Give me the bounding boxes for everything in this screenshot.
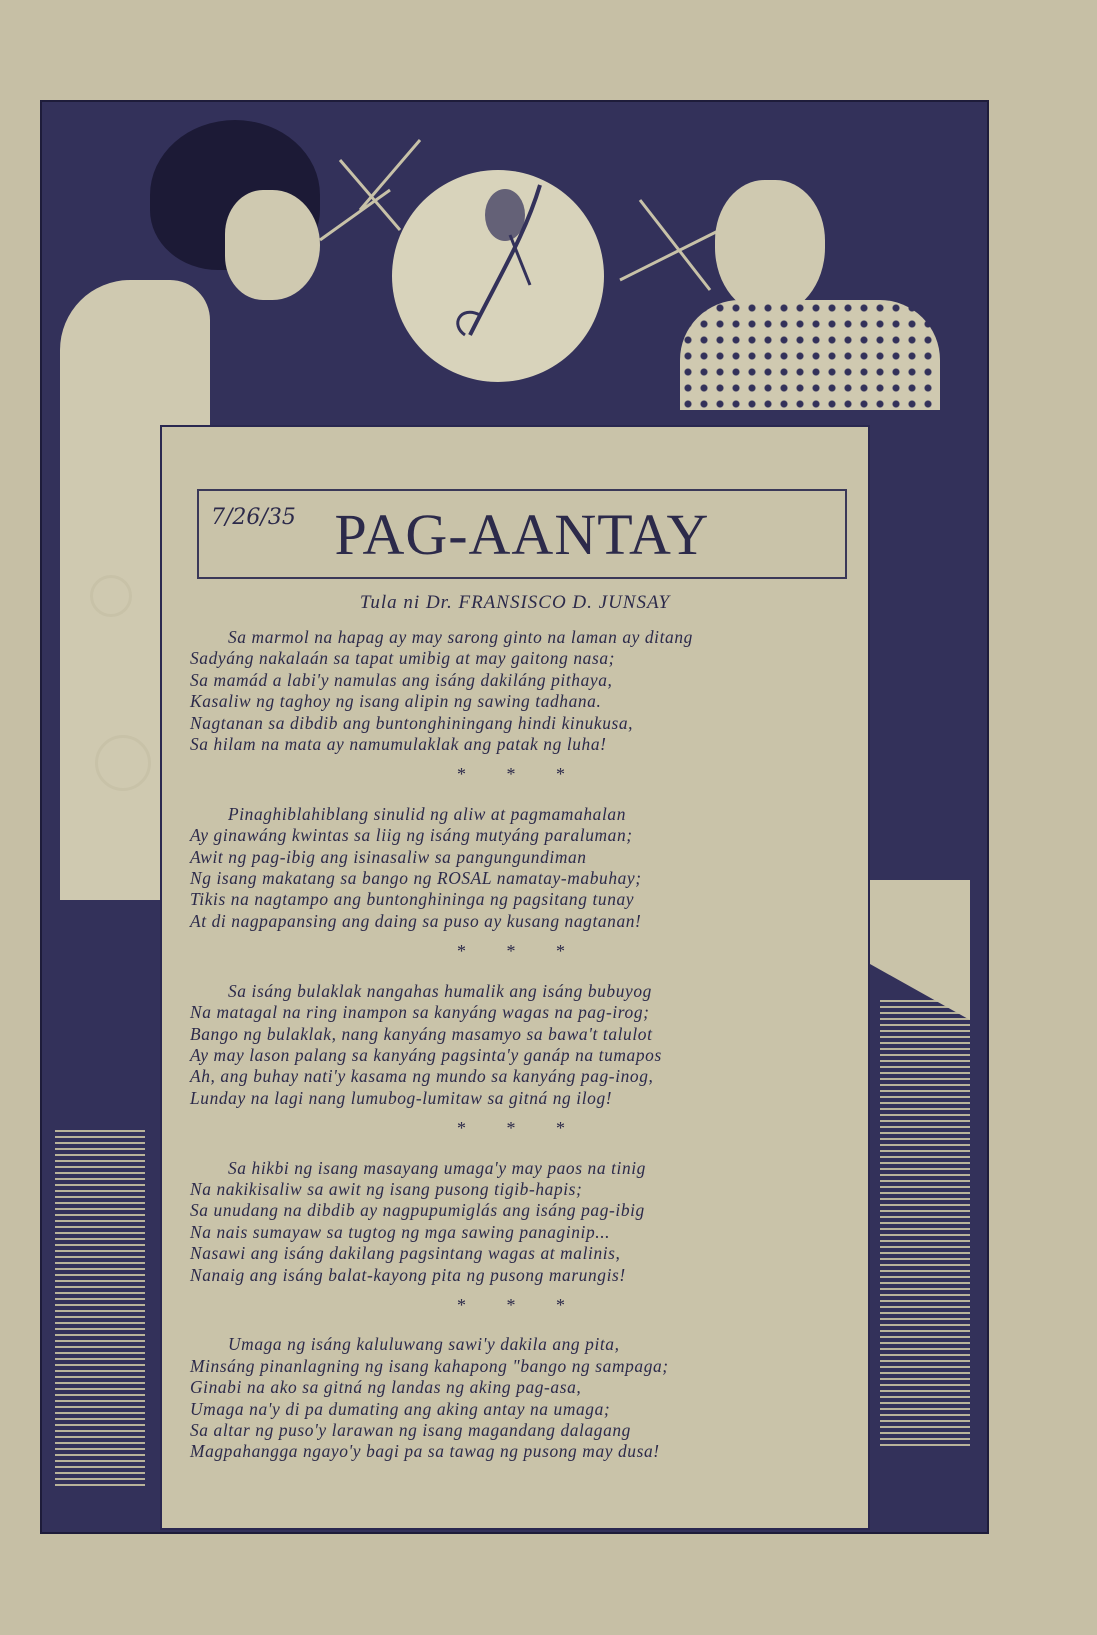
title-box: [197, 489, 847, 579]
stanza-separator: * * *: [457, 941, 583, 962]
poem-line: Pinaghiblahiblang sinulid ng aliw at pagmamahalan: [228, 803, 626, 824]
stanza-separator: * * *: [457, 764, 583, 785]
poem-line: Ginabi na ako sa gitná ng landas ng aking pag-asa,: [190, 1377, 582, 1398]
stanza-5: [190, 1334, 850, 1462]
poem-line: Lunday na lagi nang lumubog-lumitaw sa gitná ng ilog!: [190, 1087, 613, 1108]
poem-line: Nagtanan sa dibdib ang buntonghiningang hindi kinukusa,: [190, 712, 634, 733]
poem-line: Na matagal na ring inampon sa kanyáng wagas na pag-irog;: [190, 1002, 650, 1023]
page-title: PAG-AANTAY: [334, 502, 710, 567]
stanza-separator: * * *: [457, 1294, 583, 1315]
poem-line: Ng isang makatang sa bango ng ROSAL namatay-mabuhay;: [190, 868, 642, 889]
byline: Tula ni Dr. FRANSISCO D. JUNSAY: [359, 592, 671, 613]
poem-line: Sadyáng nakalaán sa tapat umibig at may gaitong nasa;: [190, 648, 615, 669]
poem-line: Nasawi ang isáng dakilang pagsintang wagas at malinis,: [190, 1243, 621, 1264]
poem-line: Sa altar ng puso'y larawan ng isang magandang dalagang: [190, 1420, 631, 1440]
poem-line: Na nakikisaliw sa awit ng isang pusong tigib-hapis;: [190, 1178, 583, 1199]
poem-line: Ay may lason palang sa kanyáng pagsinta'y ganáp na tumapos: [190, 1044, 662, 1065]
poem-line: Sa marmol na hapag ay may sarong ginto na laman ay ditang: [228, 627, 693, 647]
stanza-2: [190, 804, 850, 932]
poem-line: Nanaig ang isáng balat-kayong pita ng pusong marungis!: [190, 1264, 626, 1285]
stanza-1: [190, 627, 850, 755]
bamboo-branches-illustration: [300, 120, 740, 380]
poem-line: Ay ginawáng kwintas sa liig ng isáng mutyáng paraluman;: [190, 825, 633, 846]
poem-line: At di nagpapansing ang daing sa puso ay kusang nagtanan!: [190, 910, 642, 931]
woman-face-illustration: [225, 190, 320, 300]
stanza-3: [190, 981, 850, 1109]
stanza-4: [190, 1158, 850, 1286]
poem-line: Umaga ng isáng kaluluwang sawi'y dakila ang pita,: [228, 1334, 620, 1355]
stanza-separator: * * *: [457, 1118, 583, 1139]
poem-line: Bango ng bulaklak, nang kanyáng masamyo sa bawa't talulot: [190, 1023, 653, 1044]
poem-line: Minsáng pinanlagning ng isang kahapong "bango ng sampaga;: [190, 1355, 669, 1376]
man-shirt-illustration: [680, 300, 940, 410]
poem-line: Sa mamád a labi'y namulas ang isáng dakiláng pithaya,: [190, 669, 613, 690]
poem-line: Sa hikbi ng isang masayang umaga'y may paos na tinig: [228, 1157, 646, 1178]
poem-panel: [160, 425, 870, 1530]
poem-line: Sa isáng bulaklak nangahas humalik ang isáng bubuyog: [228, 980, 652, 1001]
flower-icon: [90, 575, 132, 617]
poem-line: Magpahangga ngayo'y bagi pa sa tawag ng pusong may dusa!: [190, 1441, 660, 1462]
poem-line: Sa hilam na mata ay namumulaklak ang patak ng luha!: [190, 734, 607, 755]
flower-icon: [95, 735, 151, 791]
poem-line: Umaga na'y di pa dumating ang aking antay na umaga;: [190, 1398, 611, 1419]
poem-line: Ah, ang buhay nati'y kasama ng mundo sa kanyáng pag-inog,: [190, 1066, 654, 1087]
poem-line: Kasaliw ng taghoy ng isang alipin ng sawing tadhana.: [190, 691, 602, 712]
man-face-illustration: [715, 180, 825, 315]
poem-line: Tikis na nagtampo ang buntonghininga ng pagsitang tunay: [190, 889, 635, 910]
poem-line: Sa unudang na dibdib ay nagpupumiglás ang isáng pag-ibig: [190, 1200, 645, 1221]
left-decor-panel: [55, 1130, 145, 1490]
right-decor-panel: [880, 1000, 970, 1450]
poem-line: Na nais sumayaw sa tugtog ng mga sawing panaginip...: [190, 1221, 611, 1242]
date-note: 7/26/35: [211, 505, 296, 530]
poem-body: [190, 627, 850, 1463]
poem-line: Awit ng pag-ibig ang isinasaliw sa pangungundiman: [190, 846, 587, 867]
